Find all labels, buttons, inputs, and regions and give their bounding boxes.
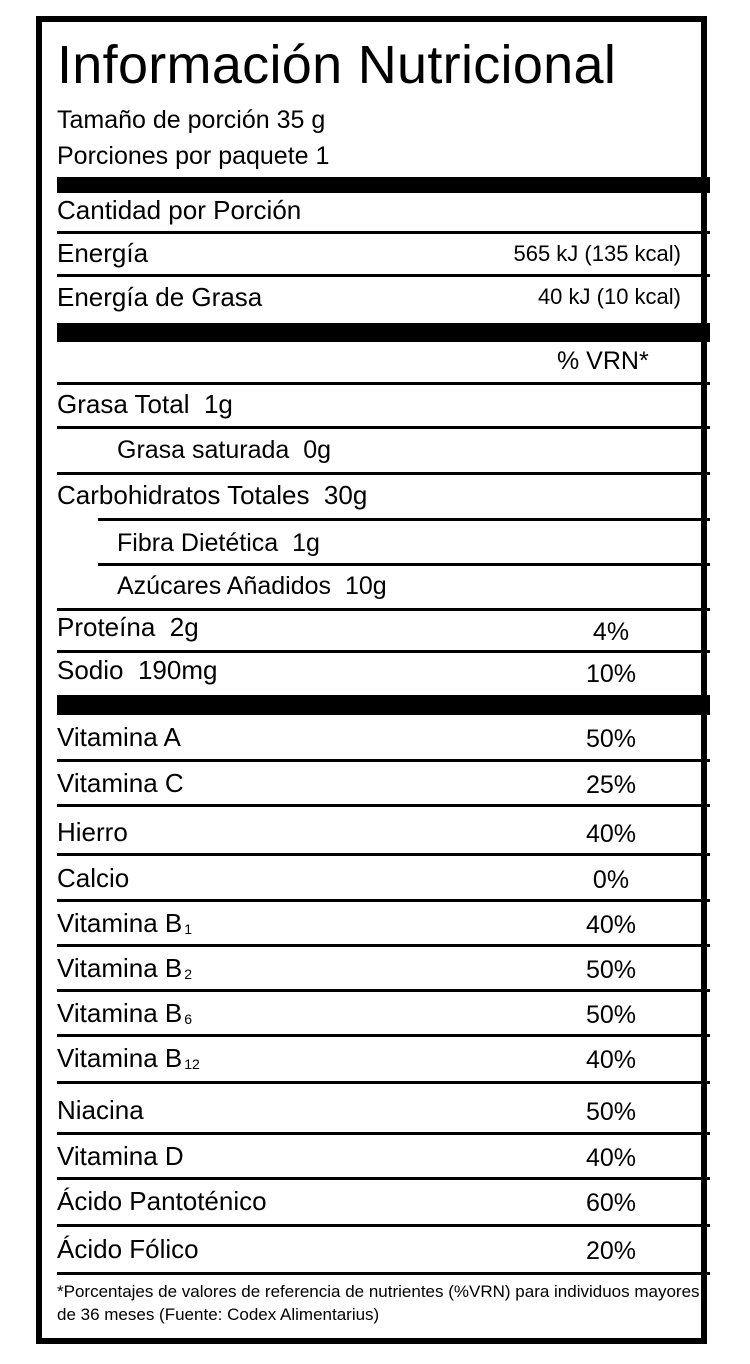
- total-carbs-label: Carbohidratos Totales: [57, 480, 310, 510]
- vitamin-pct: 20%: [585, 1237, 637, 1265]
- vitamin-label: Vitamina B: [57, 1043, 183, 1073]
- energy-label: Energía: [57, 238, 149, 268]
- vitamin-row-label: [57, 1186, 267, 1217]
- sodium-row: [57, 655, 217, 686]
- divider: [57, 1224, 710, 1227]
- vitamin-pct: 50%: [585, 725, 637, 753]
- divider: [57, 804, 710, 807]
- vitamin-label: Ácido Fólico: [57, 1234, 199, 1264]
- sodium-amount: 190mg: [137, 655, 218, 685]
- total-fat-label: Grasa Total: [57, 389, 190, 419]
- divider: [57, 274, 710, 277]
- total-carbs-row: [57, 480, 367, 511]
- vitamin-pct: 50%: [585, 1098, 637, 1126]
- vitamin-label: Vitamina A: [57, 722, 181, 752]
- divider: [98, 518, 710, 521]
- vitamin-label: Vitamina C: [57, 768, 184, 798]
- energy-value: 565 kJ (135 kcal): [513, 241, 681, 266]
- energy-fat-label: Energía de Grasa: [57, 282, 263, 312]
- divider: [57, 472, 710, 475]
- divider: [57, 608, 710, 611]
- vitamin-row-label: [57, 1043, 200, 1074]
- divider: [57, 231, 710, 234]
- label-title: Información Nutricional: [57, 35, 617, 95]
- serving-size: Tamaño de porción 35 g: [57, 106, 326, 134]
- divider: [57, 650, 710, 653]
- saturated-fat-row: [117, 436, 331, 465]
- vitamin-pct: 40%: [585, 1144, 637, 1172]
- vitamin-row-label: [57, 863, 129, 894]
- fiber-row: [117, 529, 320, 558]
- vitamin-row-label: [57, 953, 192, 984]
- vitamin-row-label: [57, 998, 192, 1029]
- divider: [57, 1034, 710, 1037]
- footnote: *Porcentajes de valores de referencia de nutrientes (%VRN) para individuos mayores de 36 meses (Fuente: Codex Alimentarius): [57, 1282, 700, 1324]
- servings-per-package: Porciones por paquete 1: [57, 142, 330, 170]
- vitamin-label: Ácido Pantoténico: [57, 1186, 267, 1216]
- energy-fat-value: 40 kJ (10 kcal): [537, 284, 681, 309]
- divider: [57, 759, 710, 762]
- vitamin-row-label: [57, 1234, 199, 1265]
- added-sugars-row: [117, 572, 387, 601]
- thick-divider: [57, 323, 710, 342]
- vitamin-pct: 60%: [585, 1189, 637, 1217]
- vitamin-row-label: [57, 817, 128, 848]
- sodium-label: Sodio: [57, 655, 124, 685]
- vitamin-pct: 0%: [592, 866, 630, 894]
- added-sugars-label: Azúcares Añadidos: [117, 572, 332, 600]
- vitamin-label: Vitamina B: [57, 953, 183, 983]
- vitamin-label: Hierro: [57, 817, 128, 847]
- thick-divider: [57, 695, 710, 715]
- divider: [57, 1177, 710, 1180]
- vitamin-label: Vitamina B: [57, 998, 183, 1028]
- divider: [57, 989, 710, 992]
- added-sugars-amount: 10g: [344, 572, 387, 600]
- protein-amount: 2g: [169, 612, 199, 642]
- vitamin-label: Niacina: [57, 1095, 144, 1125]
- vitamin-pct: 50%: [585, 956, 637, 984]
- vitamin-pct: 40%: [585, 911, 637, 939]
- thick-divider: [57, 177, 710, 193]
- vitamin-subscript: 1: [184, 921, 193, 937]
- nutrition-label: [36, 16, 707, 1344]
- divider: [57, 426, 710, 429]
- total-carbs-amount: 30g: [323, 480, 368, 510]
- divider: [57, 899, 710, 902]
- amount-per-serving: Cantidad por Porción: [57, 195, 302, 225]
- vitamin-row-label: [57, 722, 181, 753]
- vitamin-pct: 50%: [585, 1001, 637, 1029]
- vitamin-subscript: 6: [184, 1011, 193, 1027]
- protein-pct: 4%: [592, 618, 630, 646]
- divider: [57, 382, 710, 385]
- fiber-amount: 1g: [292, 529, 320, 557]
- vitamin-subscript: 12: [184, 1056, 200, 1072]
- vitamin-label: Calcio: [57, 863, 130, 893]
- sodium-pct: 10%: [585, 660, 637, 688]
- saturated-fat-label: Grasa saturada: [117, 436, 290, 464]
- divider: [98, 563, 710, 566]
- total-fat-amount: 1g: [203, 389, 233, 419]
- vitamin-subscript: 2: [184, 966, 193, 982]
- vitamin-row-label: [57, 1141, 184, 1172]
- saturated-fat-amount: 0g: [303, 436, 332, 464]
- vitamin-pct: 40%: [585, 820, 637, 848]
- vitamin-row-label: [57, 768, 184, 799]
- fiber-label: Fibra Dietética: [117, 529, 279, 557]
- total-fat-row: [57, 389, 233, 420]
- vitamin-pct: 40%: [585, 1046, 637, 1074]
- divider: [57, 1081, 710, 1084]
- vitamin-row-label: [57, 908, 192, 939]
- protein-row: [57, 612, 199, 643]
- vitamin-label: Vitamina D: [57, 1141, 184, 1171]
- divider: [57, 944, 710, 947]
- divider: [57, 1272, 710, 1275]
- vitamin-label: Vitamina B: [57, 908, 183, 938]
- vitamin-pct: 25%: [585, 771, 637, 799]
- vitamin-row-label: [57, 1095, 144, 1126]
- vrn-header: % VRN*: [557, 347, 649, 375]
- protein-label: Proteína: [57, 612, 156, 642]
- divider: [57, 1132, 710, 1135]
- divider: [57, 853, 710, 856]
